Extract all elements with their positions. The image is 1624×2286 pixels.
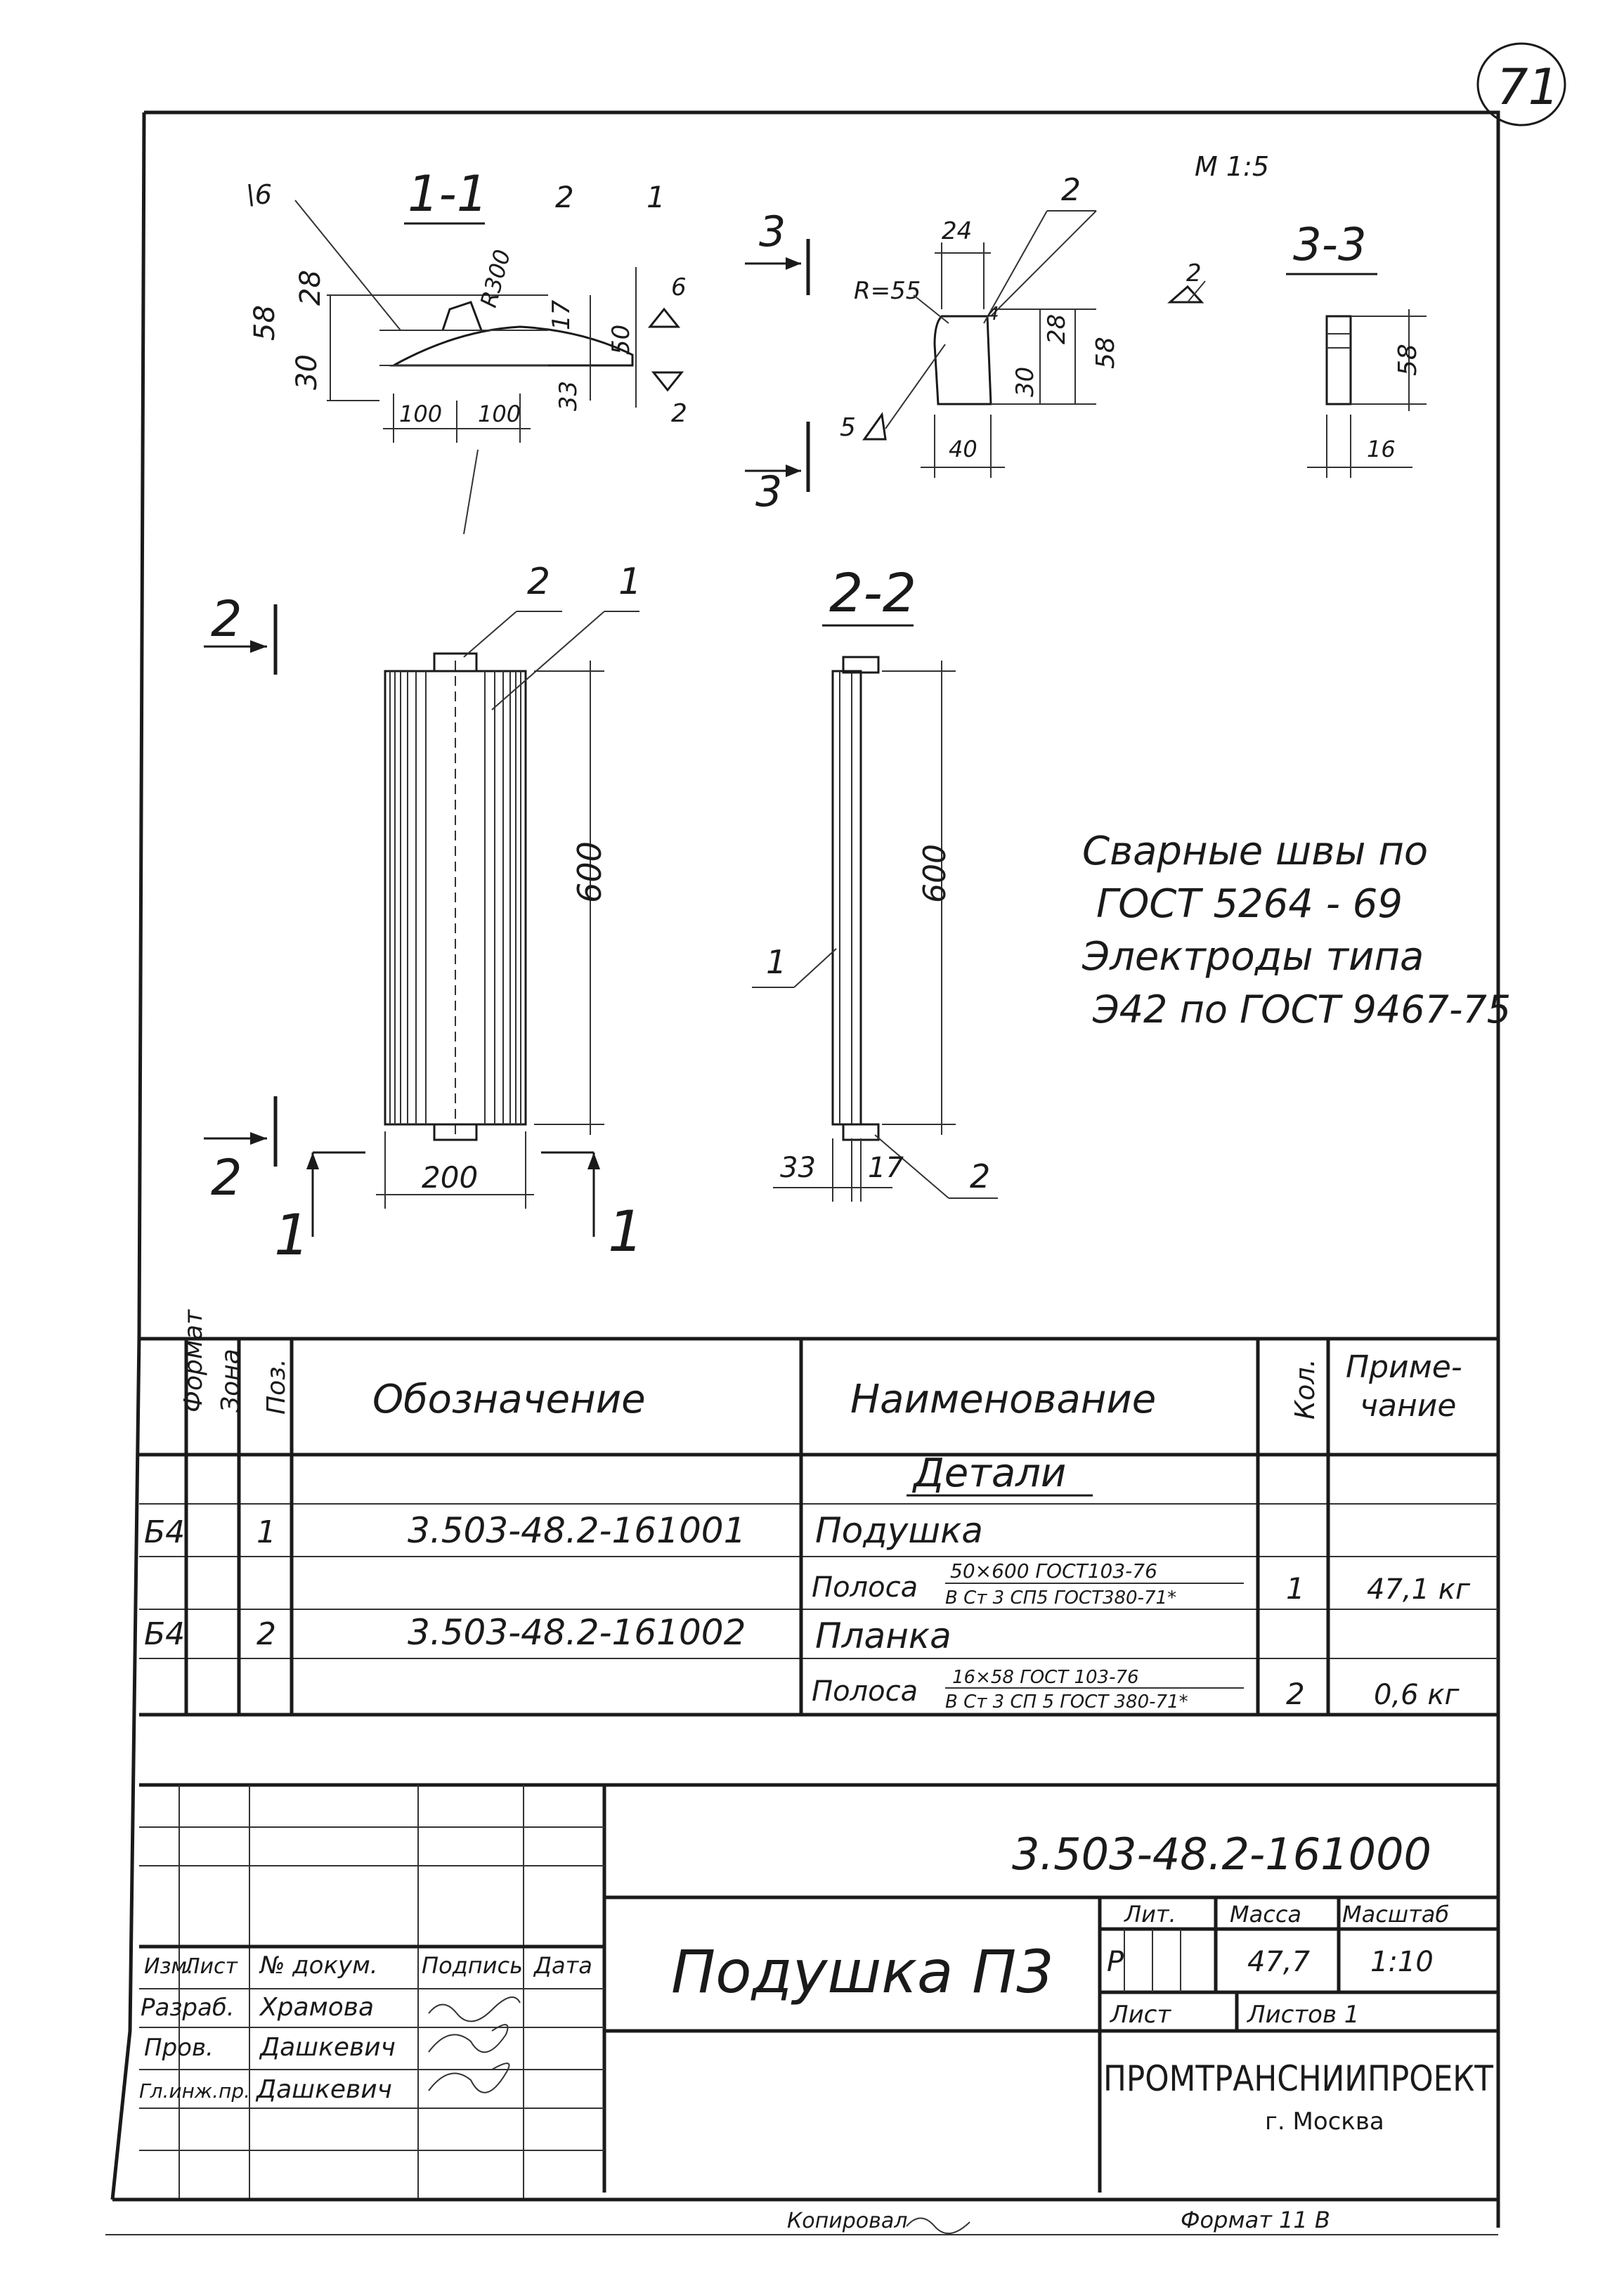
title-block-name-dev-label: Храмова (260, 1993, 375, 2022)
title-block (112, 1785, 1498, 2200)
specification-table (139, 1309, 1498, 1715)
section-1-1-dim-58-label: 58 (249, 305, 281, 341)
section-2-2-callout-2-label: 2 (970, 1157, 991, 1195)
section-3-view-dim-24-label: 24 (942, 217, 973, 245)
section-3-3-title-label: 3-3 (1293, 219, 1367, 271)
section-1-1 (246, 165, 687, 534)
section-3-view (745, 172, 1205, 517)
spec-rows-1-frac-bottom-label: В Ст 3 СП5 ГОСТ380-71* (945, 1587, 1177, 1609)
header-format: Формат (179, 1309, 208, 1412)
spec-rows-2-name-label: Планка (815, 1616, 951, 1656)
title-block-name-chief-label: Дашкевич (256, 2075, 392, 2104)
section-3-view-dim-40-label: 40 (949, 436, 977, 462)
section-3-view-dim-28-label: 28 (1043, 313, 1071, 344)
section-1-1-weld-label-label: \6 (246, 179, 272, 210)
main-view-callout-1-label: 1 (618, 561, 642, 603)
main-view-callout-2-label: 2 (527, 561, 551, 603)
section-3-view-dim-r55-label: R=55 (854, 277, 921, 305)
section-1-1-title: 1-1 (408, 165, 488, 223)
spec-rows-3-note-label: 0,6 кг (1374, 1679, 1460, 1711)
section-1-1-dim-33-label: 33 (554, 380, 583, 411)
section-3-view-cut-bottom-label: 3 (755, 467, 783, 517)
section-title-details: Детали (914, 1450, 1067, 1496)
city: г. Москва (1265, 2108, 1384, 2136)
spec-rows-2-pos-label: 2 (256, 1616, 276, 1652)
notes-line-4: Э42 по ГОСТ 9467-75 (1093, 987, 1512, 1032)
section-2-2-dim-33-label: 33 (780, 1152, 816, 1184)
spec-rows-1-name-prefix-label: Полоса (812, 1571, 918, 1604)
header-zone: Зона (216, 1349, 245, 1412)
spec-rows-1-note-label: 47,1 кг (1367, 1573, 1470, 1606)
main-view-cut-top-label: 2 (211, 590, 242, 648)
spec-rows-1-qty-label: 1 (1286, 1571, 1305, 1606)
section-1-1-weld-2-label: 2 (671, 399, 687, 428)
spec-rows-0-name-label: Подушка (815, 1510, 983, 1551)
section-3-view-dim-30-label: 30 (1011, 366, 1039, 397)
main-view-dim-600-label: 600 (571, 841, 609, 903)
part-name: Подушка П3 (671, 1937, 1054, 2006)
spec-rows-0-pos-label: 1 (256, 1514, 276, 1550)
header-qty: Кол. (1290, 1358, 1320, 1420)
header-name: Наименование (850, 1377, 1157, 1422)
signature-chief (429, 2063, 509, 2093)
main-view-cut-left-label: 1 (274, 1202, 310, 1268)
section-2-2-title-label: 2-2 (829, 561, 917, 624)
footer-format-label: Формат 11 В (1181, 2207, 1330, 2233)
title-block-sheets-label-label: Листов 1 (1247, 2001, 1360, 2029)
header-pos: Поз. (262, 1358, 291, 1415)
header-note-2: чание (1360, 1388, 1457, 1424)
organization: ПРОМТРАНСНИИПРОЕКТ (1103, 2058, 1494, 2099)
title-block-col-list-label: Лист (184, 1954, 238, 1979)
section-3-view-weld-2-label: 2 (1186, 259, 1202, 287)
spec-rows-2-designation-label: 3.503-48.2-161002 (408, 1612, 746, 1653)
title-block-mass-label-label: Масса (1230, 1901, 1302, 1928)
section-1-1-dim-50-label: 50 (607, 324, 635, 355)
document-code: 3.503-48.2-161000 (1012, 1829, 1431, 1880)
title-block-mass-value-label: 47,7 (1247, 1946, 1311, 1978)
main-view-cut-right-label: 1 (608, 1199, 644, 1264)
spec-rows-3-frac-top-label: 16×58 ГОСТ 103-76 (952, 1667, 1139, 1688)
notes-line-1: Сварные швы по (1082, 829, 1429, 874)
title-block-scale-label-label: Масштаб (1342, 1901, 1450, 1928)
signature-check (429, 2025, 508, 2052)
main-view (204, 561, 644, 1268)
section-2-2-dim-17-label: 17 (868, 1152, 904, 1184)
section-1-1-dim-100a-label: 100 (399, 401, 443, 427)
title-block-role-dev-label: Разраб. (141, 1994, 235, 2022)
title-block-role-chief-label: Гл.инж.пр. (139, 2079, 251, 2103)
title-block-col-docnum-label: № докум. (260, 1951, 378, 1980)
header-note-1: Приме- (1346, 1349, 1462, 1385)
section-1-1-dim-17-label: 17 (547, 299, 576, 330)
scale-note: M 1:5 (1195, 151, 1270, 182)
welding-notes (1081, 829, 1511, 1032)
section-1-1-callout-1-label: 2 (555, 180, 574, 214)
section-1-1-dim-28-label: 28 (294, 270, 327, 306)
spec-rows-0-designation-label: 3.503-48.2-161001 (408, 1510, 746, 1551)
title-block-col-sign-label: Подпись (422, 1952, 523, 1979)
main-view-dim-200-label: 200 (422, 1160, 479, 1195)
section-3-view-callout-2-label: 2 (1061, 172, 1081, 208)
section-2-2-dim-600-label: 600 (917, 844, 953, 903)
footer-copied-label: Копировал (787, 2209, 908, 2233)
section-3-view-cut-top-label: 3 (759, 207, 786, 256)
title-block-col-date-label: Дата (534, 1952, 592, 1979)
section-1-1-dim-100b-label: 100 (478, 401, 521, 427)
spec-rows-0-format-label: Б4 (144, 1514, 186, 1550)
notes-line-3: Электроды типа (1082, 934, 1424, 980)
header-designation: Обозначение (372, 1377, 646, 1422)
section-2-2 (752, 561, 998, 1202)
title-block-name-check-label: Дашкевич (260, 2033, 396, 2062)
title-block-scale-value-label: 1:10 (1370, 1946, 1434, 1978)
spec-rows-3-name-prefix-label: Полоса (812, 1675, 918, 1708)
section-3-view-weld-4-label: 4 (987, 304, 999, 325)
spec-rows-3-frac-bottom-label: В Ст 3 СП 5 ГОСТ 380-71* (945, 1691, 1188, 1713)
spec-rows-2-format-label: Б4 (144, 1616, 186, 1652)
section-1-1-weld-6-label: 6 (671, 273, 687, 301)
section-1-1-callout-2-label: 1 (647, 180, 665, 214)
section-2-2-callout-1-label: 1 (766, 943, 787, 981)
title-block-sheet-label-label: Лист (1110, 2001, 1171, 2029)
title-block-lit-label-label: Лит. (1124, 1901, 1176, 1928)
notes-line-2: ГОСТ 5264 - 69 (1096, 881, 1403, 927)
main-view-cut-bottom-label: 2 (211, 1149, 242, 1207)
title-block-lit-value-label: Р (1107, 1946, 1124, 1978)
title-block-role-check-label: Пров. (144, 2034, 214, 2062)
title-block-col-izm-label: Изм. (144, 1954, 194, 1979)
section-1-1-dim-30-label: 30 (291, 354, 323, 390)
section-3-view-dim-58-label: 58 (1091, 337, 1120, 369)
page-number: 71 (1497, 58, 1560, 116)
section-3-3-dim-58-label: 58 (1394, 344, 1422, 376)
section-3-view-weld-5-label: 5 (840, 413, 856, 442)
signature-dev (429, 1997, 520, 2021)
section-3-3-dim-16-label: 16 (1367, 436, 1396, 462)
footer (787, 2207, 1330, 2233)
spec-rows-3-qty-label: 2 (1286, 1677, 1305, 1711)
section-1-1-dim-r300-label: R300 (474, 247, 517, 311)
spec-rows-1-frac-top-label: 50×600 ГОСТ103-76 (950, 1559, 1157, 1583)
section-3-3 (1286, 219, 1427, 478)
